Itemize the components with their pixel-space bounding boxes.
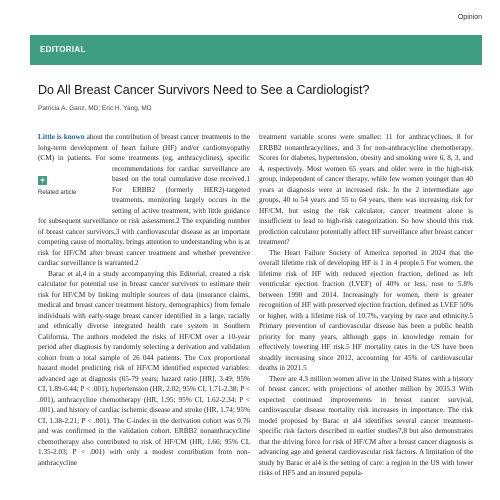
right-paragraph-3: There are 4.3 million women alive in the United States with a history of breast cancer, with projections of another million by 2035.3 With expected continued improvements in breast cancer survival, cardiovascular disease mortality risk increases in importance. The risk model proposed by Barac et al4 identifies several cancer treatment-specific risk factors described in earlier studies7,8 but also demonstrates that the driving force for risk of HF/CM after a breast cancer diagnosis is advancing age and general cardiovascular risk factors. A limitation of the study by Barac et al4 is the setting of care: a region in the US with lower risks of HF5 and an insured popula- [259,374,473,477]
plus-icon[interactable]: + [39,174,46,185]
left-paragraph-1-text-a: about the contribution of breast cancer treatments to the long-term development of heart failure (HF) and/or cardiomyopathy (CM) in patients. For some treatments (eg, anthracyclines), specific recommendations for [38,133,250,173]
related-article-box[interactable] [38,166,106,210]
article-authors: Patricia A. Ganz, MD; Eric H. Yang, MD [38,105,152,112]
left-paragraph-1-text-b: cardiac surveillance are based on the total cumulative dose received.1 For ERBB2 (formerly HER2)-targeted treatments, monitoring largely occurs in the setting of active treatment, with little guidance for subsequent surveillance or risk assessment.2 The expanding number of breast cancer survivors,3 with cardiovascular disease as an important competing cause of mortality, brings attention to understanding who is at risk for HF/CM after breast cancer treatment and whether preventive cardiac surveillance is warranted.2 [38,164,250,267]
left-paragraph-2: Barac et al,4 in a study accompanying this Editorial, created a risk calculator for potential use in breast cancer survivors to estimate their risk for HF/CM by linking multiple sources of data (insurance claims, medical and breast cancer treatment history, demographics) from female individuals with early-stage breast cancer identified in a large, racially and ethnically diverse integrated health care system in Southern California. The authors modeled the risks of HF/CM over a 10-year period after diagnosis by randomly selecting a derivation and validation cohort from a total sample of 26 044 patients. The Cox proportional hazard model predicting risk of HF/CM identified expected variables: advanced age at diagnosis (65-79 years; hazard ratio [HR], 3.49; 95% CI, 1.89-6.44; P < .001), hypertension (HR, 2.02; 95% CI, 1.71-2.38; P < .001), anthracycline chemotherapy (HR, 1.95; 95% CI, 1.62-2.34; P < .001), and history of cardiac ischemic disease and stroke (HR, 1.74; 95% CI, 1.38-2.21; P < .001). The C-index in the derivation cohort was 0.76 and was confirmed in the validation cohort. ERBB2 nonanthracycline chemotherapy also contributed to risk of HF/CM (HR, 1.66; 95% CI, 1.35-2.03; P < .001) with only a modest contribution from non-anthracycline [38,269,250,467]
editorial-banner [30,35,482,65]
article-title: Do All Breast Cancer Survivors Need to See a Cardiologist? [38,83,370,97]
right-paragraph-2: The Heart Failure Society of America reported in 2024 that the overall lifetime risk of developing HF is 1 in 4 people.5 For women, the lifetime risk of HF with reduced ejection fraction, defined as left ventricular ejection fraction (LVEF) of 40% or less, rose to 5.8% between 1990 and 2014. Increasingly for women, there is greater recognition of HF with preserved ejection fraction, defined as LVEF 50% or higher, with a lifetime risk of 10.7%, varying by race and ethnicity.5 Primary prevention of cardiovascular disease has been a public health priority for many years, although gaps in knowledge remain for effectively lowering HF risk.5 HF mortality rates in the US have been steadily increasing since 2012, accounting for 45% of cardiovascular deaths in 2021.5 [259,248,473,372]
left-paragraph-1 [38,132,250,269]
right-paragraph-1: treatment variable scores were smaller: 11 for anthracyclines, 8 for ERBB2 nonanthracyclines, and 3 for non-anthracycline chemotherapy. Scores for diabetes, hypertension, obesity and smoking were 6, 8, 3, and 4, respectively. Most women 65 years and older were in the high-risk group, independent of cancer therapy, while few women younger than 40 years at diagnosis were at increased risk. In the 2 intermediate age groups, 40 to 54 years and 55 to 64 years, there was increasing risk for HF/CM, but using the risk calculator, cancer treatment alone is insufficient to lead to high-risk categorization. So how should this risk prediction calculator potentially affect HF surveillance after breast cancer treatment? [259,133,473,246]
related-article-label[interactable]: Related article [38,189,77,196]
section-label: Opinion [457,14,482,21]
right-column [259,132,473,479]
lead-in-link[interactable]: Little is known [38,133,85,141]
editorial-label: EDITORIAL [40,45,86,54]
left-column [38,132,250,468]
